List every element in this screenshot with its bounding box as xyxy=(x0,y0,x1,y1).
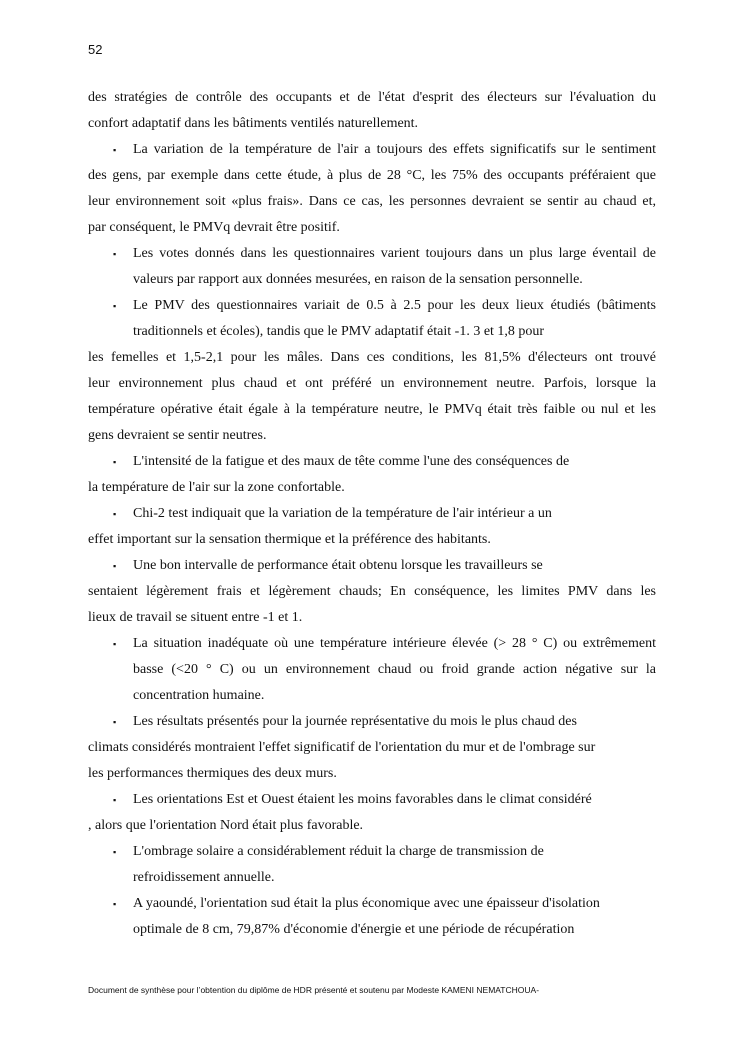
line-text: Les votes donnés dans les questionnaires varient toujours dans un plus large éventail de xyxy=(133,246,656,261)
bullet-item xyxy=(88,839,656,865)
line-text: Le PMV des questionnaires variait de 0.5 à 2.5 pour les deux lieux étudiés (bâtiments xyxy=(133,298,656,313)
text-line xyxy=(88,163,656,189)
bullet-item xyxy=(88,787,656,813)
line-text: refroidissement annuelle. xyxy=(133,870,275,885)
text-line xyxy=(88,683,656,709)
text-line xyxy=(88,761,656,787)
line-text: climats considérés montraient l'effet significatif de l'orientation du mur et de l'ombrage sur xyxy=(88,740,596,755)
line-text: effet important sur la sensation thermique et la préférence des habitants. xyxy=(88,532,491,547)
line-text: L'intensité de la fatigue et des maux de tête comme l'une des conséquences de xyxy=(133,454,570,469)
text-line xyxy=(88,657,656,683)
line-text: Chi-2 test indiquait que la variation de la température de l'air intérieur a un xyxy=(133,506,552,521)
text-line xyxy=(88,735,656,761)
bullet-icon: ▪ xyxy=(113,145,117,155)
line-text: lieux de travail se situent entre -1 et 1. xyxy=(88,610,303,625)
line-text: la température de l'air sur la zone confortable. xyxy=(88,480,345,495)
text-line xyxy=(88,813,656,839)
bullet-icon: ▪ xyxy=(113,717,117,727)
text-line xyxy=(88,267,656,293)
bullet-icon: ▪ xyxy=(113,561,117,571)
bullet-item xyxy=(88,501,656,527)
line-text: les femelles et 1,5-2,1 pour les mâles. Dans ces conditions, les 81,5% d'électeurs ont trouvé xyxy=(88,350,656,365)
bullet-icon: ▪ xyxy=(113,899,117,909)
line-text: sentaient légèrement frais et légèrement chauds; En conséquence, les limites PMV dans les xyxy=(88,584,656,599)
line-text: confort adaptatif dans les bâtiments ventilés naturellement. xyxy=(88,116,419,131)
bullet-icon: ▪ xyxy=(113,457,117,467)
line-text: les performances thermiques des deux murs. xyxy=(88,766,337,781)
line-text: Les résultats présentés pour la journée représentative du mois le plus chaud des xyxy=(133,714,577,729)
line-text: basse (<20 ° C) ou un environnement chaud ou froid grande action négative sur la xyxy=(133,662,656,677)
text-line xyxy=(88,605,656,631)
bullet-item xyxy=(88,449,656,475)
line-text: des stratégies de contrôle des occupants et de l'état d'esprit des électeurs sur l'évaluation du xyxy=(88,90,656,105)
bullet-item xyxy=(88,137,656,163)
bullet-icon: ▪ xyxy=(113,639,117,649)
line-text: leur environnement plus chaud et ont préféré un environnement neutre. Parfois, lorsque la xyxy=(88,376,656,391)
line-text: La situation inadéquate où une température intérieure élevée (> 28 ° C) ou extrêmement xyxy=(133,636,656,651)
bullet-icon: ▪ xyxy=(113,249,117,259)
line-text: La variation de la température de l'air a toujours des effets significatifs sur le sentiment xyxy=(133,142,656,157)
line-text: Les orientations Est et Ouest étaient les moins favorables dans le climat considéré xyxy=(133,792,592,807)
text-line xyxy=(88,579,656,605)
footer-text: Document de synthèse pour l’obtention du diplôme de HDR présenté et soutenu par Modeste KAMENI NEMATCHOUA- xyxy=(88,985,540,995)
bullet-item xyxy=(88,241,656,267)
line-text: concentration humaine. xyxy=(133,688,265,703)
bullet-item xyxy=(88,553,656,579)
line-text: A yaoundé, l'orientation sud était la plus économique avec une épaisseur d'isolation xyxy=(133,896,600,911)
bullet-item xyxy=(88,293,656,319)
text-line xyxy=(88,371,656,397)
line-text: gens devraient se sentir neutres. xyxy=(88,428,267,443)
bullet-item xyxy=(88,709,656,735)
bullet-icon: ▪ xyxy=(113,847,117,857)
text-line xyxy=(88,189,656,215)
text-line xyxy=(88,865,656,891)
text-line xyxy=(88,345,656,371)
text-line xyxy=(88,397,656,423)
line-text: valeurs par rapport aux données mesurées, en raison de la sensation personnelle. xyxy=(133,272,583,287)
bullet-item xyxy=(88,891,656,917)
line-text: , alors que l'orientation Nord était plus favorable. xyxy=(88,818,364,833)
line-text: par conséquent, le PMVq devrait être positif. xyxy=(88,220,340,235)
text-line xyxy=(88,85,656,111)
line-text: traditionnels et écoles), tandis que le PMV adaptatif était -1. 3 et 1,8 pour xyxy=(133,324,545,339)
text-line xyxy=(88,319,656,345)
line-text: Une bon intervalle de performance était obtenu lorsque les travailleurs se xyxy=(133,558,543,573)
text-line xyxy=(88,917,656,943)
line-text: L'ombrage solaire a considérablement réduit la charge de transmission de xyxy=(133,844,544,859)
line-text: température opérative était égale à la température neutre, le PMVq était très faible ou nul et les xyxy=(88,402,656,417)
line-text: leur environnement soit «plus frais». Dans ce cas, les personnes devraient se sentir au chaud et, xyxy=(88,194,656,209)
line-text: des gens, par exemple dans cette étude, à plus de 28 °C, les 75% des occupants préféraient que xyxy=(88,168,656,183)
bullet-icon: ▪ xyxy=(113,795,117,805)
text-line xyxy=(88,215,656,241)
body-text xyxy=(88,85,656,943)
text-line xyxy=(88,475,656,501)
page-number: 52 xyxy=(88,42,103,57)
text-line xyxy=(88,423,656,449)
bullet-icon: ▪ xyxy=(113,509,117,519)
text-line xyxy=(88,111,656,137)
text-line xyxy=(88,527,656,553)
bullet-item xyxy=(88,631,656,657)
bullet-icon: ▪ xyxy=(113,301,117,311)
line-text: optimale de 8 cm, 79,87% d'économie d'énergie et une période de récupération xyxy=(133,922,575,937)
